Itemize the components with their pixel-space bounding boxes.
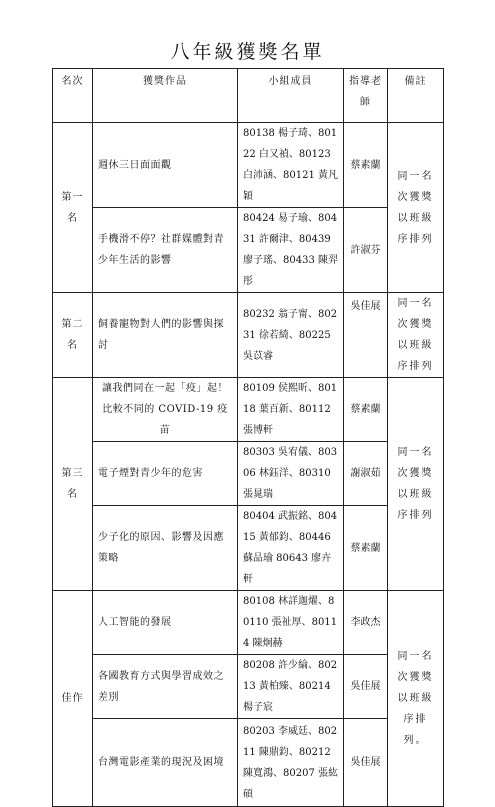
header-rank: 名次 [53,69,93,123]
members-cell: 80138 楊子琦、80122 白又禎、80123 白沛涵、80121 黃凡穎 [238,123,344,208]
advisor-cell: 李政杰 [344,591,388,655]
work-cell: 手機滑不停？社群媒體對青少年生活的影響 [93,208,238,293]
work-cell: 人工智能的發展 [93,591,238,655]
work-cell: 少子化的原因、影響及因應策略 [93,506,238,591]
work-cell: 電子煙對青少年的危害 [93,442,238,506]
members-cell: 80404 武振銘、80415 黃郁鈞、80446 蘇品瑜 80643 廖卉軒 [238,506,344,591]
table-row [53,293,444,378]
rank-cell: 第三名 [53,378,93,591]
work-cell: 台灣電影產業的現況及困境 [93,719,238,807]
members-cell: 80424 易子瑜、80431 許爾津、80439 廖子瑤、80433 陳羿彤 [238,208,344,293]
note-cell: 同一名次獲獎以班級序排列 [388,293,444,378]
work-cell: 週休三日面面觀 [93,123,238,208]
rank-cell: 第一名 [53,123,93,293]
members-cell: 80232 翁子甯、80231 徐若綺、80225 吳苡睿 [238,293,344,378]
members-cell: 80108 林詳迦燿、80110 張祉厚、80114 陳炯赫 [238,591,344,655]
members-cell: 80208 許少綸、80213 黃柏臻、80214 楊子宸 [238,655,344,719]
note-cell: 同一名次獲獎以班級序排列。 [388,591,444,807]
advisor-cell: 謝淑茹 [344,442,388,506]
table-row [53,208,444,293]
table-row [53,442,444,506]
table-row [53,655,444,719]
table-row [53,591,444,655]
table-row [53,123,444,208]
work-cell: 各國教育方式與學習成效之差別 [93,655,238,719]
members-cell: 80303 吳宥儀、80306 林鈺洋、80310 張晁瑞 [238,442,344,506]
rank-cell: 第二名 [53,293,93,378]
header-members: 小組成員 [238,69,344,123]
header-advisor: 指導老師 [344,69,388,123]
advisor-cell: 許淑芬 [344,208,388,293]
work-cell: 讓我們同在一起「疫」起！比較不同的 COVID-19 疫苗 [93,378,238,442]
table-row [53,378,444,442]
work-cell: 飼養寵物對人們的影響與探討 [93,293,238,378]
advisor-cell: 吳佳展 [344,719,388,807]
table-row [53,719,444,807]
header-note: 備註 [388,69,444,123]
rank-cell: 佳作 [53,591,93,807]
awards-table [52,68,444,807]
page-title: 八年級獲獎名單 [170,41,325,63]
advisor-cell: 蔡素蘭 [344,506,388,591]
note-cell: 同一名次獲獎以班級序排列 [388,378,444,591]
members-cell: 80203 李威廷、80211 陳鼎鈞、80212 陳寬鴻、80207 張紘碩 [238,719,344,807]
advisor-cell: 蔡素蘭 [344,123,388,208]
table-row [53,506,444,591]
advisor-cell: 吳佳展 [344,655,388,719]
members-cell: 80109 侯熙昕、80118 葉百新、80112 張博軒 [238,378,344,442]
advisor-cell: 蔡素蘭 [344,378,388,442]
advisor-cell: 吳佳展 [344,293,388,378]
header-row [53,69,444,123]
header-work: 獲獎作品 [93,69,238,123]
note-cell: 同一名次獲獎以班級序排列 [388,123,444,293]
